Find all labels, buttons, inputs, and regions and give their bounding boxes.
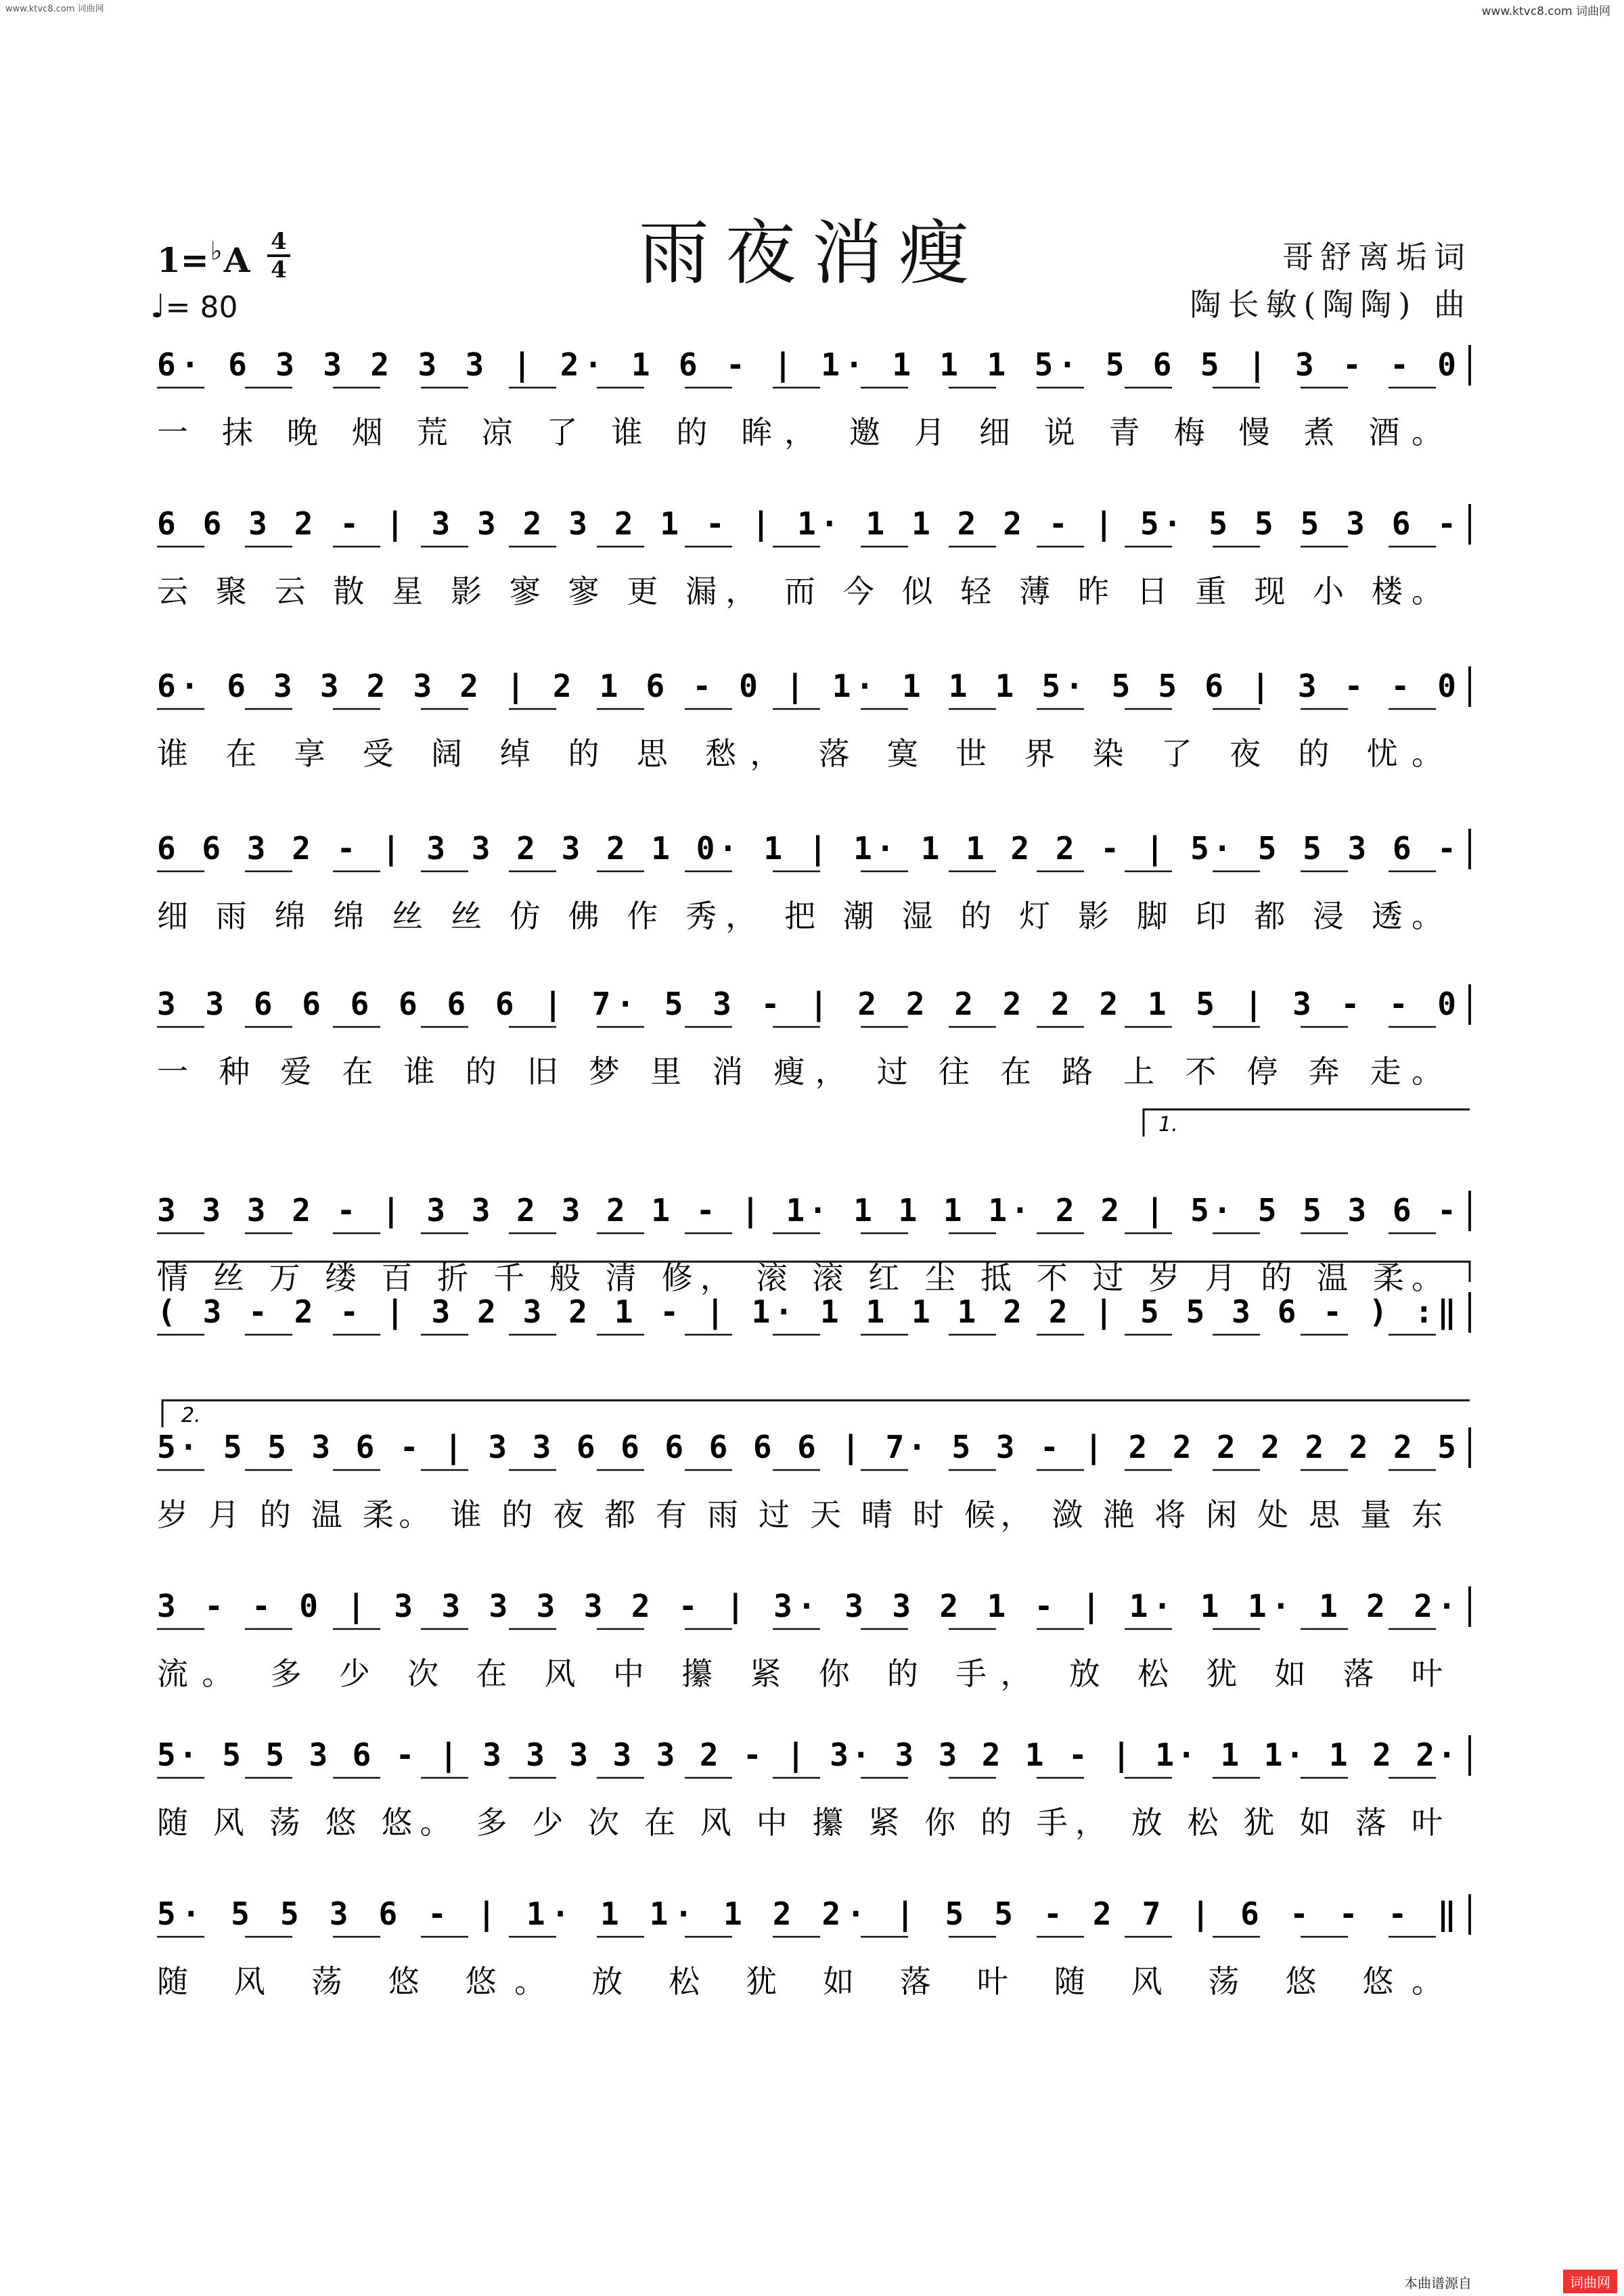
notation-line: 6 6 3 2 - | 3 3 2 3 2 1 0· 1 | 1· 1 1 2 2 - | 5· 5 5 3 6 - [157, 830, 1456, 867]
time-top: 4 [271, 228, 287, 255]
key-note: A [223, 240, 250, 280]
system-2 [157, 504, 1470, 610]
watermark-top-right: www.ktvc8.com 词曲网 [1481, 5, 1610, 18]
system-11 [157, 1894, 1470, 2000]
time-bottom: 4 [271, 256, 287, 283]
lyrics-line: 云 聚 云 散 星 影 寥 寥 更 漏， 而 今 似 轻 薄 昨 日 重 现 小 楼。 [157, 573, 1443, 610]
notation-line: 6 6 3 2 - | 3 3 2 3 2 1 - | 1· 1 1 2 2 - | 5· 5 5 5 3 6 - [157, 505, 1456, 542]
volta-first-bracket [1144, 1109, 1470, 1136]
tempo-value: = 80 [165, 290, 238, 325]
notation-line: ( 3 - 2 - | 3 2 3 2 1 - | 1· 1 1 1 1 2 2 | 5 5 3 6 - ) :‖ [157, 1293, 1456, 1330]
notation-line: 6· 6 3 3 2 3 2 | 2 1 6 - 0 | 1· 1 1 1 5· 5 5 6 | 3 - - 0 [157, 668, 1456, 704]
lyrics-line: 情 丝 万 缕 百 折 千 般 清 修， 滚 滚 红 尘 抵 不 过 岁 月 的 温 柔。 [157, 1260, 1443, 1296]
composer: 陶长敏(陶陶) 曲 [1190, 286, 1472, 323]
notation-line: 3 - - 0 | 3 3 3 3 3 2 - | 3· 3 3 2 1 - | 1· 1 1· 1 2 2· [157, 1588, 1457, 1624]
system-7 [157, 1292, 1470, 1335]
volta-second-bracket [162, 1400, 1470, 1427]
key-prefix: 1= [157, 240, 209, 280]
notation-line: 5· 5 5 3 6 - | 3 3 3 3 3 2 - | 3· 3 3 2 1 - | 1· 1 1· 1 2 2· [157, 1737, 1456, 1773]
lyrics-line: 细 雨 绵 绵 丝 丝 仿 佛 作 秀， 把 潮 湿 的 灯 影 脚 印 都 浸 透。 [157, 898, 1443, 934]
volta-second-label: 2. [181, 1404, 201, 1427]
lyrics-line: 一 种 爱 在 谁 的 旧 梦 里 消 瘦， 过 往 在 路 上 不 停 奔 走。 [157, 1053, 1443, 1090]
quarter-note-icon: ♩ [150, 288, 166, 325]
system-6 [157, 1191, 1470, 1296]
system-10 [157, 1735, 1470, 1841]
score-systems [157, 345, 1470, 2000]
notation-line: 6· 6 3 3 2 3 3 | 2· 1 6 - | 1· 1 1 1 5· 5 6 5 | 3 - - 0 [157, 346, 1457, 383]
system-3 [157, 666, 1470, 772]
footer-source: 本曲谱源自 [1404, 2275, 1472, 2291]
lyrics-line: 岁 月 的 温 柔。 谁 的 夜 都 有 雨 过 天 晴 时 候， 潋 滟 将 闲 处 思 量 东 [157, 1496, 1443, 1533]
system-1 [157, 345, 1470, 451]
flat-icon: ♭ [210, 235, 223, 266]
song-title: 雨夜消瘦 [638, 211, 985, 294]
lyrics-line: 随 风 荡 悠 悠。 多 少 次 在 风 中 攥 紧 你 的 手， 放 松 犹 如 落 叶 [157, 1804, 1443, 1841]
notation-line: 5· 5 5 3 6 - | 3 3 6 6 6 6 6 6 | 7· 5 3 - | 2 2 2 2 2 2 2 5 [157, 1429, 1456, 1465]
lyricist: 哥舒离垢词 [1282, 239, 1472, 275]
system-5 [157, 984, 1470, 1090]
notation-line: 5· 5 5 3 6 - | 1· 1 1· 1 2 2· | 5 5 - 2 7 | 6 - - - ‖ [157, 1896, 1456, 1932]
lyrics-line: 一 抹 晚 烟 荒 凉 了 谁 的 眸， 邀 月 细 说 青 梅 慢 煮 酒。 [157, 414, 1443, 451]
volta-first-label: 1. [1158, 1113, 1178, 1136]
system-8 [157, 1427, 1470, 1533]
lyrics-line: 谁 在 享 受 阔 绰 的 思 愁， 落 寞 世 界 染 了 夜 的 忧。 [157, 735, 1443, 772]
lyrics-line: 随 风 荡 悠 悠。 放 松 犹 如 落 叶 随 风 荡 悠 悠。 [157, 1963, 1443, 2000]
lyrics-line: 流。 多 少 次 在 风 中 攥 紧 你 的 手， 放 松 犹 如 落 叶 [157, 1655, 1443, 1692]
footer-badge[interactable]: 词曲网 [1563, 2270, 1617, 2293]
system-9 [157, 1586, 1470, 1692]
notation-line: 3 3 3 2 - | 3 3 2 3 2 1 - | 1· 1 1 1 1· 2 2 | 5· 5 5 3 6 - [157, 1192, 1456, 1229]
watermark-top-left: www.ktvc8.com 词曲网 [5, 4, 104, 14]
notation-line: 3 3 6 6 6 6 6 6 | 7· 5 3 - | 2 2 2 2 2 2 1 5 | 3 - - 0 [157, 986, 1456, 1022]
system-4 [157, 829, 1470, 934]
